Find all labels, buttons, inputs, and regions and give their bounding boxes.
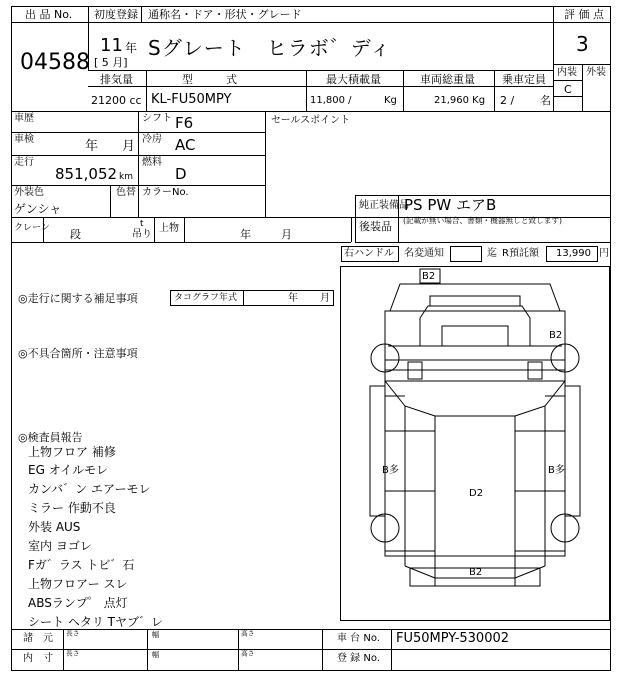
right-side-mark: B多: [548, 465, 565, 476]
width-label: 幅: [152, 651, 160, 660]
mileage-unit: km: [119, 172, 133, 182]
shift-label: シフト: [142, 113, 172, 124]
capacity-unit: 名: [540, 94, 551, 107]
cab-window: [442, 326, 508, 346]
gross-weight-value: 21,960 Kg: [434, 95, 486, 106]
crane-ton: t: [140, 219, 144, 229]
inspector-item: シート ヘタリ Tヤブ゛レ: [28, 615, 163, 629]
height-label: 高さ: [241, 650, 255, 658]
left-side-mark: B多: [382, 465, 399, 476]
drive-side: 右ハンドル: [344, 248, 394, 259]
crane-stage: 段: [70, 228, 81, 241]
chassis-label: 車 台 No.: [337, 633, 380, 644]
inspection-month: 月: [122, 139, 136, 154]
name-change-label: 名変通知: [404, 248, 444, 259]
capacity-label: 乗車定員: [502, 73, 546, 86]
exterior-label: 外装: [586, 67, 606, 78]
inspector-label: ◎検査員報告: [18, 431, 83, 444]
displacement-value: 21200 cc: [91, 94, 142, 107]
interior-dims-label: 内 寸: [23, 653, 53, 664]
tacho-label: タコグラフ年式: [174, 293, 238, 303]
inspector-item: ミラー 作動不良: [28, 501, 116, 515]
year-unit: 年: [125, 41, 138, 55]
inspector-item: 外装 AUS: [28, 520, 81, 534]
rear-mark: B2: [469, 567, 483, 578]
first-reg-year: 11: [100, 35, 123, 56]
sales-point-label: セールスポイント: [271, 115, 351, 126]
vehicle-name-label: 通称名・ドア・形状・グレード: [148, 8, 302, 21]
reg-no-label: 登 録 No.: [337, 653, 380, 664]
interior-grade: C: [564, 83, 572, 96]
width-label: 幅: [152, 631, 160, 640]
dims-label: 諸 元: [23, 633, 53, 644]
inspector-item: 室内 ヨゴレ: [28, 539, 92, 553]
color-no-label: カラーNo.: [142, 187, 189, 198]
recycle-label: R預託額: [502, 248, 539, 259]
cab-roof: [390, 284, 560, 311]
color-change-label: 色替: [116, 187, 136, 198]
inspector-item: Fガ゛ラス トビ゛石: [28, 558, 135, 572]
defects-label: ◎不具合箇所・注意事項: [18, 347, 138, 360]
crane-hang: 吊り: [132, 229, 152, 240]
inspector-item: 上物フロアー スレ: [28, 577, 128, 591]
yen-unit: 円: [599, 248, 609, 259]
length-label: 長さ: [66, 630, 80, 638]
score-label: 評 価 点: [564, 8, 604, 21]
shift-value: F6: [175, 114, 194, 132]
chassis-no: FU50MPY-530002: [396, 631, 510, 646]
body-month: 月: [281, 228, 292, 241]
inspector-item: カンバ゛ン エアーモレ: [28, 482, 151, 496]
inspector-item: EG オイルモレ: [28, 463, 109, 477]
displacement-label: 排気量: [100, 73, 133, 86]
ac-value: AC: [175, 136, 196, 154]
mileage-value: 851,052: [55, 165, 118, 183]
top-mark: B2: [422, 271, 436, 282]
driving-notes-label: ◎走行に関する補足事項: [18, 292, 138, 305]
equipment-value: PS PW エアB: [404, 196, 497, 214]
inspection-year: 年: [85, 139, 99, 154]
gross-weight-label: 車両総重量: [420, 73, 475, 86]
max-load-label: 最大積載量: [326, 73, 381, 86]
equipment-label: 純正装備品: [359, 200, 409, 211]
floor-mark: D2: [469, 488, 484, 499]
history-label: 車歴: [14, 113, 34, 124]
inspector-item: ABSランプ゜ 点灯: [28, 596, 128, 610]
max-load-value: 11,800 /: [310, 95, 352, 106]
mileage-label: 走行: [14, 157, 34, 168]
model-value: KL-FU50MPY: [151, 92, 232, 107]
vehicle-name: Sグレート ヒラボ゛ディ: [148, 36, 392, 60]
interior-label: 内装: [557, 67, 577, 78]
length-label: 長さ: [66, 650, 80, 658]
fuel-label: 燃料: [142, 157, 162, 168]
inspector-item: 上物フロア 補修: [28, 445, 116, 459]
cargo-bed: [385, 381, 565, 556]
ac-label: 冷房: [142, 134, 162, 145]
cab-mark: B2: [549, 330, 563, 341]
max-load-unit: Kg: [384, 95, 397, 106]
fuel-value: D: [175, 165, 187, 183]
first-reg-month: [ 5 月]: [94, 56, 128, 69]
aftermarket-note: (記載が無い場合、書類・機器無しと致します): [403, 217, 562, 226]
crane-label: クレーン: [14, 223, 50, 233]
height-label: 高さ: [241, 630, 255, 638]
exterior-color-label: 外装色: [14, 187, 44, 198]
recycle-amount: 13,990: [556, 248, 591, 259]
capacity-value: 2 /: [500, 94, 515, 107]
aftermarket-label: 後装品: [359, 220, 392, 233]
body-year: 年: [240, 228, 251, 241]
inspection-label: 車検: [14, 134, 34, 145]
score-value: 3: [576, 32, 589, 56]
tacho-month: 月: [320, 293, 330, 304]
lot-no-label: 出 品 No.: [25, 8, 73, 21]
recycle-until: 迄: [487, 248, 497, 259]
exterior-color-value: ゲンシャ: [14, 202, 62, 216]
name-change-box: [450, 246, 482, 262]
model-label: 型 式: [182, 73, 237, 86]
body-label: 上物: [159, 223, 179, 234]
cab-top-panel: [430, 296, 520, 306]
lot-no: 04588: [20, 50, 90, 75]
first-reg-label: 初度登録: [94, 8, 138, 21]
tacho-year: 年: [288, 293, 298, 304]
